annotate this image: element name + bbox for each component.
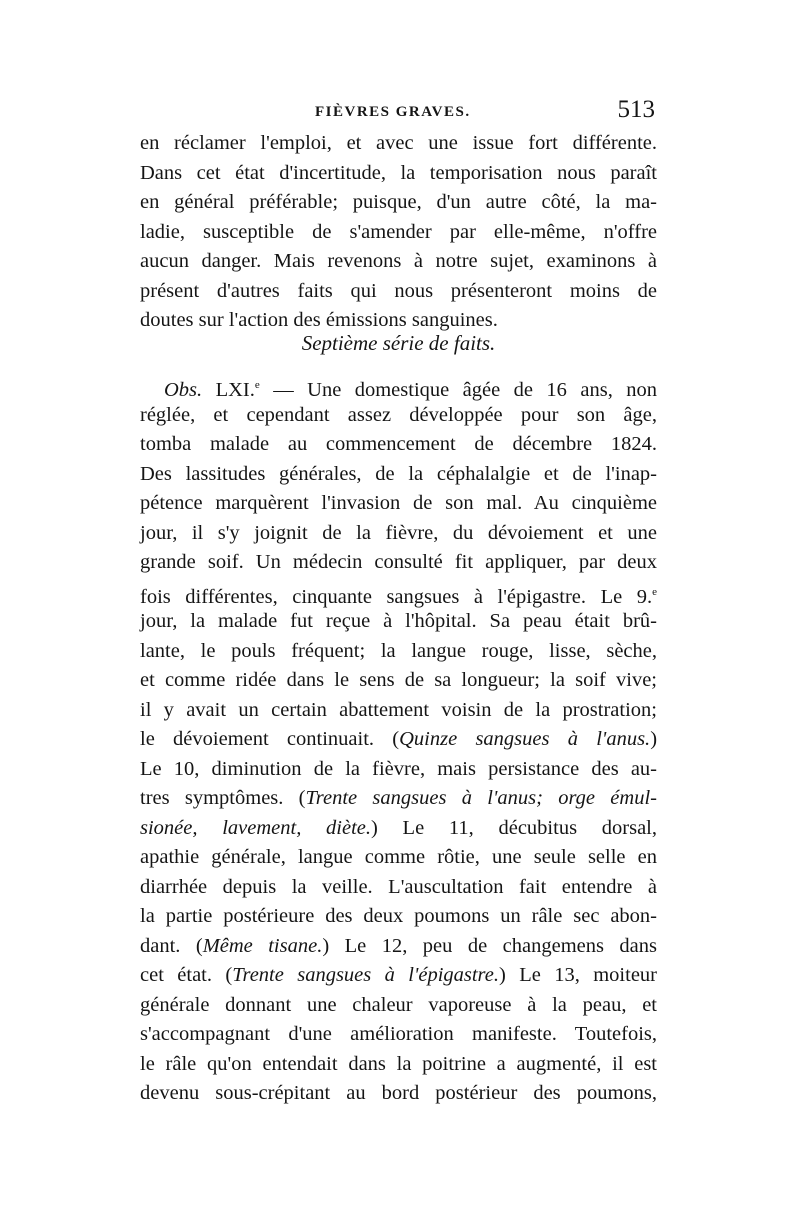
- text-line: jour, la malade fut reçue à l'hôpital. Sa peau était brû-: [140, 610, 657, 632]
- section-title: Septième série de faits.: [301, 331, 496, 355]
- text-line: [140, 932, 657, 962]
- text-line: Dans cet état d'incertitude, la temporisation nous paraît: [140, 161, 657, 184]
- text-segment: fois différentes, cinquante sangsues à l'épigastre. Le 9.: [140, 585, 653, 608]
- text-line: en général préférable; puisque, d'un autre côté, la ma-: [140, 191, 657, 213]
- text-line: [140, 961, 657, 991]
- text-line: [140, 814, 657, 844]
- text-line: présent d'autres faits qui nous présenteront moins de: [140, 279, 657, 302]
- italic-prescription: Même tisane.: [202, 934, 323, 957]
- text-line: pétence marquèrent l'invasion de son mal. Au cinquième: [140, 492, 657, 514]
- text-line: générale donnant une chaleur vaporeuse à la peau, et: [140, 993, 657, 1016]
- text-line: [140, 784, 657, 814]
- superscript: e: [254, 379, 260, 391]
- text-segment: — Une domestique âgée de 16 ans, non: [259, 378, 658, 401]
- text-line: jour, il s'y joignit de la fièvre, du dévoiement et une: [140, 521, 657, 544]
- text-line: tomba malade au commencement de décembre 1824.: [140, 433, 657, 455]
- text-line: ladie, susceptible de s'amender par elle-même, n'offre: [140, 220, 657, 243]
- running-title: FIÈVRES GRAVES.: [315, 104, 471, 120]
- text-segment: le dévoiement continuait. (: [140, 728, 400, 750]
- text-line: s'accompagnant d'une amélioration manifeste. Toutefois,: [140, 1023, 657, 1045]
- text-line: devenu sous-crépitant au bord postérieur des poumons,: [140, 1082, 657, 1104]
- text-line: et comme ridée dans le sens de sa longueur; la soif vive;: [140, 669, 657, 691]
- text-line: aucun danger. Mais revenons à notre sujet, examinons à: [140, 250, 657, 272]
- text-segment: ) Le 13, moiteur: [499, 964, 657, 986]
- text-line: diarrhée depuis la veille. L'auscultation fait entendre à: [140, 875, 657, 898]
- text-segment: cet état. (: [140, 964, 233, 986]
- italic-prescription: Trente sangsues à l'épigastre.: [232, 964, 500, 986]
- page-number: 513: [617, 96, 655, 123]
- obs-label: Obs.: [164, 378, 203, 401]
- text-segment: ) Le 11, décubitus dorsal,: [371, 816, 657, 839]
- text-line: [140, 578, 657, 608]
- text-line: apathie générale, langue comme rôtie, une seule selle en: [140, 846, 657, 868]
- text-line: Des lassitudes générales, de la céphalalgie et de l'inap-: [140, 462, 657, 485]
- text-line: réglée, et cependant assez développée pour son âge,: [140, 403, 657, 426]
- italic-prescription: Trente sangsues à l'anus; orge émul-: [305, 787, 657, 809]
- superscript: e: [652, 585, 657, 598]
- text-line: [140, 725, 657, 755]
- text-line: la partie postérieure des deux poumons un râle sec abon-: [140, 905, 657, 927]
- text-segment: dant. (: [140, 934, 203, 957]
- text-line: le râle qu'on entendait dans la poitrine a augmenté, il est: [140, 1052, 657, 1075]
- text-segment: tres symptômes. (: [140, 787, 306, 809]
- italic-prescription: sionée, lavement, diète.: [140, 816, 372, 839]
- paragraph-intro: [140, 129, 657, 336]
- text-segment: ): [650, 728, 658, 750]
- text-segment: ) Le 12, peu de changemens dans: [322, 934, 658, 957]
- running-head: [140, 96, 655, 132]
- obs-number: LXI.: [202, 378, 255, 401]
- text-line: en réclamer l'emploi, et avec une issue fort différente.: [140, 132, 657, 154]
- text-line: il y avait un certain abattement voisin de la prostration;: [140, 698, 657, 721]
- text-line: lante, le pouls fréquent; la langue rouge, lisse, sèche,: [140, 639, 657, 662]
- paragraph-observation: [140, 371, 657, 1109]
- text-line: Le 10, diminution de la fièvre, mais persistance des au-: [140, 757, 657, 780]
- italic-prescription: Quinze sangsues à l'anus.: [399, 728, 651, 750]
- text-line: grande soif. Un médecin consulté fit appliquer, par deux: [140, 551, 657, 573]
- text-line: [140, 371, 657, 401]
- text-line: doutes sur l'action des émissions sanguines.: [140, 309, 498, 331]
